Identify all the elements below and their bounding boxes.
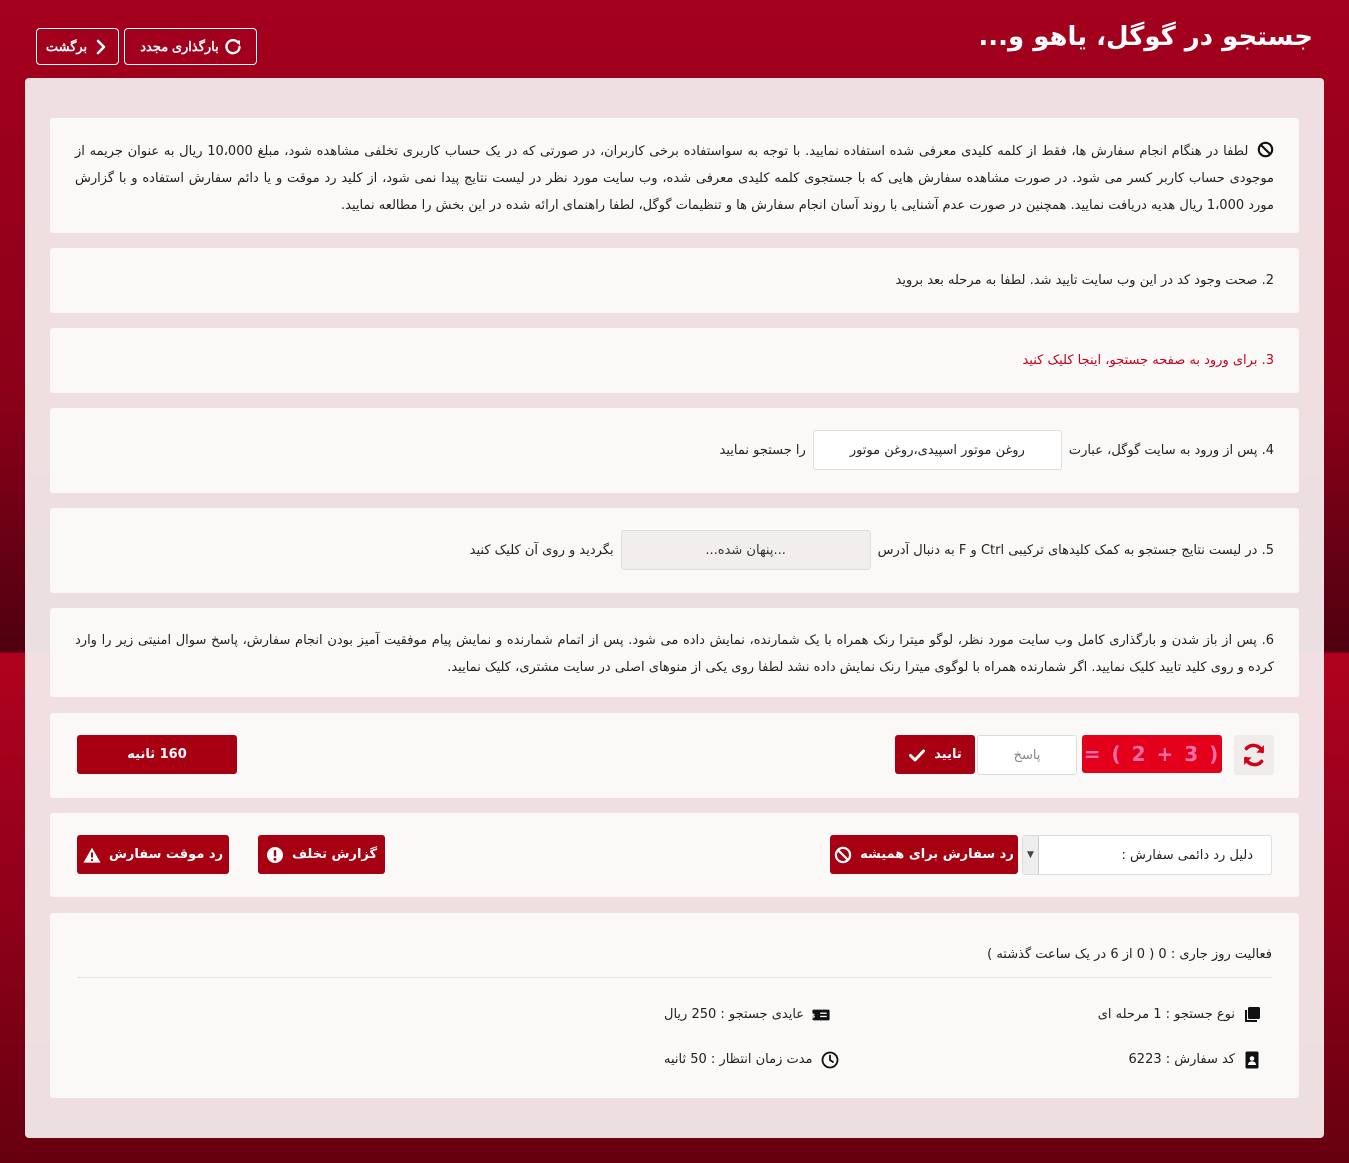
step-4-text-before: 4. پس از ورود به سایت گوگل، عبارت	[1068, 442, 1274, 458]
temp-reject-button[interactable]	[77, 835, 229, 874]
captcha-answer-input[interactable]	[977, 735, 1077, 775]
step-2-card	[50, 248, 1299, 313]
step-4-text-after: را جستجو نمایید	[719, 442, 806, 458]
search-income-text: عایدی جستجو : 250 ریال	[664, 1007, 805, 1022]
step-2-text: 2. صحت وجود کد در این وب سایت تایید شد. لطفا به مرحله بعد بروید	[895, 273, 1274, 288]
search-income-stat	[664, 1001, 830, 1028]
search-type-text: نوع جستجو : 1 مرحله ای	[1097, 1007, 1235, 1022]
refresh-icon	[225, 39, 241, 55]
reject-forever-button[interactable]	[830, 835, 1018, 874]
timer-label: 160 ثانیه	[127, 747, 187, 762]
step-5-card	[50, 508, 1299, 593]
chevron-down-icon: ▼	[1023, 836, 1039, 874]
step-6-card	[50, 608, 1299, 697]
captcha-expression: = ( 2 + 3 )	[1082, 735, 1222, 773]
confirm-label: تایید	[934, 747, 962, 762]
hidden-address-box: ...پنهان شده...	[621, 530, 871, 570]
search-keyword-box[interactable]: روغن موتور اسپیدی،روغن موتور	[813, 430, 1062, 470]
reload-label: بارگذاری مجدد	[140, 38, 219, 54]
reject-forever-label: رد سفارش برای همیشه	[860, 847, 1014, 862]
order-code-stat	[1129, 1046, 1261, 1073]
money-check-icon	[812, 1006, 830, 1024]
check-icon	[908, 746, 926, 764]
stats-card	[50, 913, 1299, 1098]
step-5-text-before: 5. در لیست نتایج جستجو به کمک کلیدهای ترکیبی Ctrl و F به دنبال آدرس	[877, 542, 1274, 558]
captcha-card	[50, 713, 1299, 798]
ban-icon	[1257, 141, 1274, 158]
top-bar	[0, 0, 1349, 78]
chevron-right-icon	[93, 39, 109, 55]
wait-time-stat	[664, 1046, 839, 1073]
step-4-card	[50, 408, 1299, 493]
warning-text: لطفا در هنگام انجام سفارش ها، فقط از کلمه کلیدی معرفی شده استفاده نمایید. با توجه به سواستفاده برخی کاربران، در صورتی که در یک حساب کاربری تخلفی مشاهده شود، مبلغ 10،000 ریال به عنوان جریمه از موجودی حساب کاربر کسر می شود. در صورت مشاهده سفارش هایی که با جستجوی کلمه کلیدی معرفی شده، وب سایت مورد نظر در لیست نتایج پیدا نمی شود، از کلید رد موقت و یا دائم سفارش استفاده و با گزارش مورد 1،000 ریال هدیه دریافت نمایید. همچنین در صورت عدم آشنایی با روند آسان انجام سفارش ها و تنظیمات گوگل، لطفا راهنمای ارائه شده در این بخش را مطالعه نمایید.	[75, 144, 1274, 213]
report-violation-label: گزارش تخلف	[291, 847, 378, 862]
confirm-button[interactable]	[895, 735, 975, 774]
reject-reason-select[interactable]	[1022, 835, 1272, 875]
reject-reason-value: دلیل رد دائمی سفارش :	[1121, 847, 1253, 863]
today-activity: فعالیت روز جاری : 0 ( 0 از 6 در یک ساعت گذشته )	[77, 941, 1272, 978]
warning-triangle-icon	[83, 846, 101, 864]
order-code-text: کد سفارش : 6223	[1128, 1052, 1235, 1067]
sync-icon	[1240, 741, 1268, 769]
back-label: برگشت	[45, 38, 88, 54]
main-panel	[25, 78, 1324, 1138]
report-violation-button[interactable]	[258, 835, 385, 874]
step-5-text-after: بگردید و روی آن کلیک کنید	[469, 542, 614, 558]
temp-reject-label: رد موقت سفارش	[108, 847, 224, 862]
back-button[interactable]	[36, 28, 119, 65]
svg-text:$: $	[810, 1010, 816, 1019]
actions-card	[50, 813, 1299, 897]
reload-button[interactable]	[124, 28, 257, 65]
step-6-text: 6. پس از باز شدن و بارگذاری کامل وب سایت مورد نظر، لوگو میترا رنک همراه با یک شمارنده، نمایش داده می شود. پس از اتمام شمارنده و نمایش پیام موفقیت آمیز بودن انجام سفارش، پاسخ سوال امنیتی زیر را وارد کرده و روی کلید تایید کلیک نمایید. اگر شمارنده همراه با لوگوی میترا رنک نمایش داده نشد لطفا روی یکی از منوهای اصلی در سایت مشتری، کلیک نمایید.	[75, 633, 1274, 675]
captcha-refresh-button[interactable]	[1234, 735, 1274, 775]
id-badge-icon	[1243, 1051, 1261, 1069]
search-page-link[interactable]: 3. برای ورود به صفحه جستجو، اینجا کلیک کنید	[1022, 353, 1274, 368]
clock-icon	[821, 1051, 839, 1069]
step-3-card	[50, 328, 1299, 393]
page-title: جستجو در گوگل، یاهو و...	[978, 22, 1313, 52]
search-type-stat	[1098, 1001, 1261, 1028]
wait-time-text: مدت زمان انتظار : 50 ثانیه	[664, 1052, 813, 1067]
copy-icon	[1243, 1006, 1261, 1024]
warning-card	[50, 118, 1299, 233]
exclamation-circle-icon	[266, 846, 284, 864]
timer-button[interactable]	[77, 735, 237, 774]
ban-icon	[834, 846, 852, 864]
